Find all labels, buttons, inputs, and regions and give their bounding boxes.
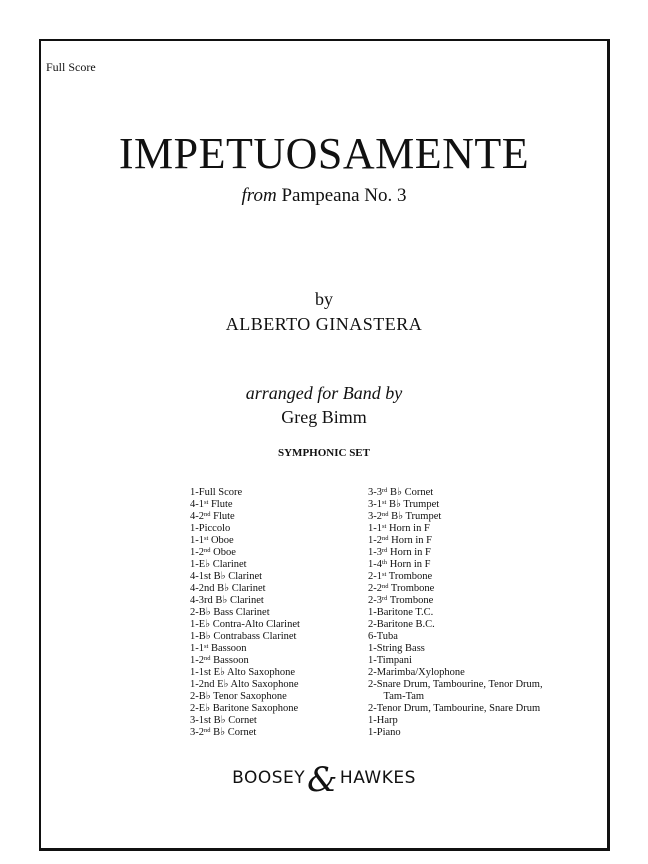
- part-list-item: [190, 679, 300, 691]
- arranged-label: arranged for Band by: [245, 383, 403, 403]
- part-pre: 2-3: [368, 595, 382, 606]
- part-post: Horn in F: [387, 547, 431, 558]
- part-sup: st: [382, 499, 387, 506]
- part-list-item: [190, 667, 300, 679]
- part-list-item: [368, 727, 543, 739]
- part-list-item: [190, 619, 300, 631]
- part-list-item: [368, 559, 543, 571]
- part-post: Trombone: [386, 571, 433, 582]
- part-pre: 2-Tenor Drum, Tambourine, Snare Drum: [368, 703, 541, 714]
- part-list-item: [190, 655, 300, 667]
- part-pre: 1-4: [368, 559, 382, 570]
- part-pre: 3-3: [368, 487, 382, 498]
- arranger: Greg Bimm: [281, 407, 367, 427]
- part-sup: nd: [382, 535, 389, 542]
- part-post: Oboe: [210, 547, 236, 558]
- part-pre: 3-1st B♭ Cornet: [190, 715, 257, 726]
- part-pre: 4-2: [190, 511, 204, 522]
- part-list-item: [190, 643, 300, 655]
- part-pre: 1-Timpani: [368, 655, 412, 666]
- part-list-item: [190, 715, 300, 727]
- part-pre: 2-Marimba/Xylophone: [368, 667, 465, 678]
- part-pre: 2-B♭ Bass Clarinet: [190, 607, 270, 618]
- part-pre: 2-Snare Drum, Tambourine, Tenor Drum,: [368, 679, 543, 690]
- part-post: Flute: [208, 499, 233, 510]
- part-pre: 1-2: [190, 547, 204, 558]
- part-list-item: [190, 583, 300, 595]
- subtitle-from: from: [241, 185, 277, 206]
- part-list-item: [368, 523, 543, 535]
- part-pre: 1-Harp: [368, 715, 398, 726]
- part-pre: 3-1: [368, 499, 382, 510]
- part-list-item: [190, 631, 300, 643]
- by-label: by: [315, 289, 333, 309]
- part-list-item: [368, 655, 543, 667]
- part-pre: 1-Piccolo: [190, 523, 231, 534]
- part-list-item: [368, 631, 543, 643]
- part-pre: 1-1: [368, 523, 382, 534]
- part-pre: 4-2nd B♭ Clarinet: [190, 583, 266, 594]
- part-post: Horn in F: [386, 523, 430, 534]
- part-sup: nd: [204, 511, 211, 518]
- part-pre: 1-String Bass: [368, 643, 425, 654]
- part-pre: 1-2: [368, 535, 382, 546]
- part-sup: st: [382, 523, 387, 530]
- part-sup: nd: [204, 655, 211, 662]
- part-pre: 2-B♭ Tenor Saxophone: [190, 691, 287, 702]
- part-pre: 1-1: [190, 535, 204, 546]
- instrumentation-right-column: [368, 487, 543, 739]
- part-post: B♭ Cornet: [387, 487, 434, 498]
- part-post: B♭ Trumpet: [388, 511, 442, 522]
- set-name: SYMPHONIC SET: [278, 447, 370, 459]
- part-list-item: [190, 595, 300, 607]
- part-post: Bassoon: [208, 643, 247, 654]
- subtitle-work: Pampeana No. 3: [281, 185, 407, 206]
- part-list-item: [368, 667, 543, 679]
- part-list-item: [190, 523, 300, 535]
- part-pre: 2-E♭ Baritone Saxophone: [190, 703, 299, 714]
- part-pre: Tam-Tam: [368, 691, 425, 702]
- part-sup: st: [204, 499, 209, 506]
- part-sup: nd: [382, 583, 389, 590]
- part-list-item: [368, 643, 543, 655]
- part-pre: 2-Baritone B.C.: [368, 619, 435, 630]
- part-sup: rd: [382, 487, 388, 494]
- part-pre: 1-Full Score: [190, 487, 243, 498]
- part-sup: st: [204, 535, 209, 542]
- part-pre: 1-B♭ Contrabass Clarinet: [190, 631, 297, 642]
- part-list-item: [368, 535, 543, 547]
- subtitle: [0, 185, 648, 207]
- part-list-item: [190, 487, 300, 499]
- part-list-item: [368, 487, 543, 499]
- part-pre: 4-1st B♭ Clarinet: [190, 571, 263, 582]
- part-sup: th: [382, 559, 388, 566]
- part-post: Horn in F: [388, 535, 432, 546]
- part-post: B♭ Trumpet: [386, 499, 440, 510]
- part-list-item: [368, 571, 543, 583]
- part-sup: nd: [204, 547, 211, 554]
- part-pre: 1-1st E♭ Alto Saxophone: [190, 667, 295, 678]
- part-pre: 4-1: [190, 499, 204, 510]
- full-score-label: Full Score: [46, 60, 96, 74]
- logo-ampersand: &: [307, 760, 338, 800]
- part-sup: nd: [382, 511, 389, 518]
- part-pre: 1-Baritone T.C.: [368, 607, 434, 618]
- part-pre: 1-E♭ Contra-Alto Clarinet: [190, 619, 300, 630]
- part-list-item: [368, 499, 543, 511]
- part-post: Horn in F: [387, 559, 431, 570]
- part-sup: rd: [382, 547, 388, 554]
- part-pre: 1-3: [368, 547, 382, 558]
- part-pre: 1-2: [190, 655, 204, 666]
- publisher-logo: [0, 760, 648, 800]
- part-list-item: [190, 535, 300, 547]
- part-pre: 1-E♭ Clarinet: [190, 559, 247, 570]
- part-list-item: [190, 511, 300, 523]
- part-pre: 3-2: [368, 511, 382, 522]
- part-pre: 2-1: [368, 571, 382, 582]
- part-list-item: [368, 703, 543, 715]
- part-pre: 1-Piano: [368, 727, 401, 738]
- part-post: Flute: [210, 511, 235, 522]
- logo-right: HAWKES: [339, 768, 416, 788]
- part-post: Oboe: [208, 535, 234, 546]
- part-post: Trombone: [388, 583, 435, 594]
- part-list-item: [368, 607, 543, 619]
- part-list-item: [368, 619, 543, 631]
- part-pre: 3-2: [190, 727, 204, 738]
- composer: ALBERTO GINASTERA: [225, 314, 423, 334]
- part-list-item: [190, 703, 300, 715]
- part-list-item: [368, 679, 543, 691]
- title: IMPETUOSAMENTE: [118, 129, 530, 178]
- part-post: Trombone: [387, 595, 434, 606]
- part-pre: 6-Tuba: [368, 631, 398, 642]
- instrumentation-left-column: [190, 487, 300, 739]
- part-list-item: [190, 499, 300, 511]
- part-list-item: [190, 691, 300, 703]
- part-post: B♭ Cornet: [210, 727, 257, 738]
- part-post: Bassoon: [210, 655, 249, 666]
- part-list-item: [368, 511, 543, 523]
- part-list-item: [190, 559, 300, 571]
- part-pre: 1-1: [190, 643, 204, 654]
- part-list-item: [190, 547, 300, 559]
- part-sup: rd: [382, 595, 388, 602]
- part-list-item: [190, 607, 300, 619]
- part-sup: st: [204, 643, 209, 650]
- part-list-item: [368, 595, 543, 607]
- part-sup: nd: [204, 727, 211, 734]
- part-list-item: [190, 727, 300, 739]
- part-sup: st: [382, 571, 387, 578]
- part-pre: 2-2: [368, 583, 382, 594]
- part-list-item: [368, 583, 543, 595]
- part-list-item: [190, 571, 300, 583]
- part-list-item: [368, 547, 543, 559]
- part-list-item: [368, 691, 543, 703]
- part-pre: 4-3rd B♭ Clarinet: [190, 595, 264, 606]
- logo-left: BOOSEY: [232, 768, 306, 788]
- part-pre: 1-2nd E♭ Alto Saxophone: [190, 679, 299, 690]
- part-list-item: [368, 715, 543, 727]
